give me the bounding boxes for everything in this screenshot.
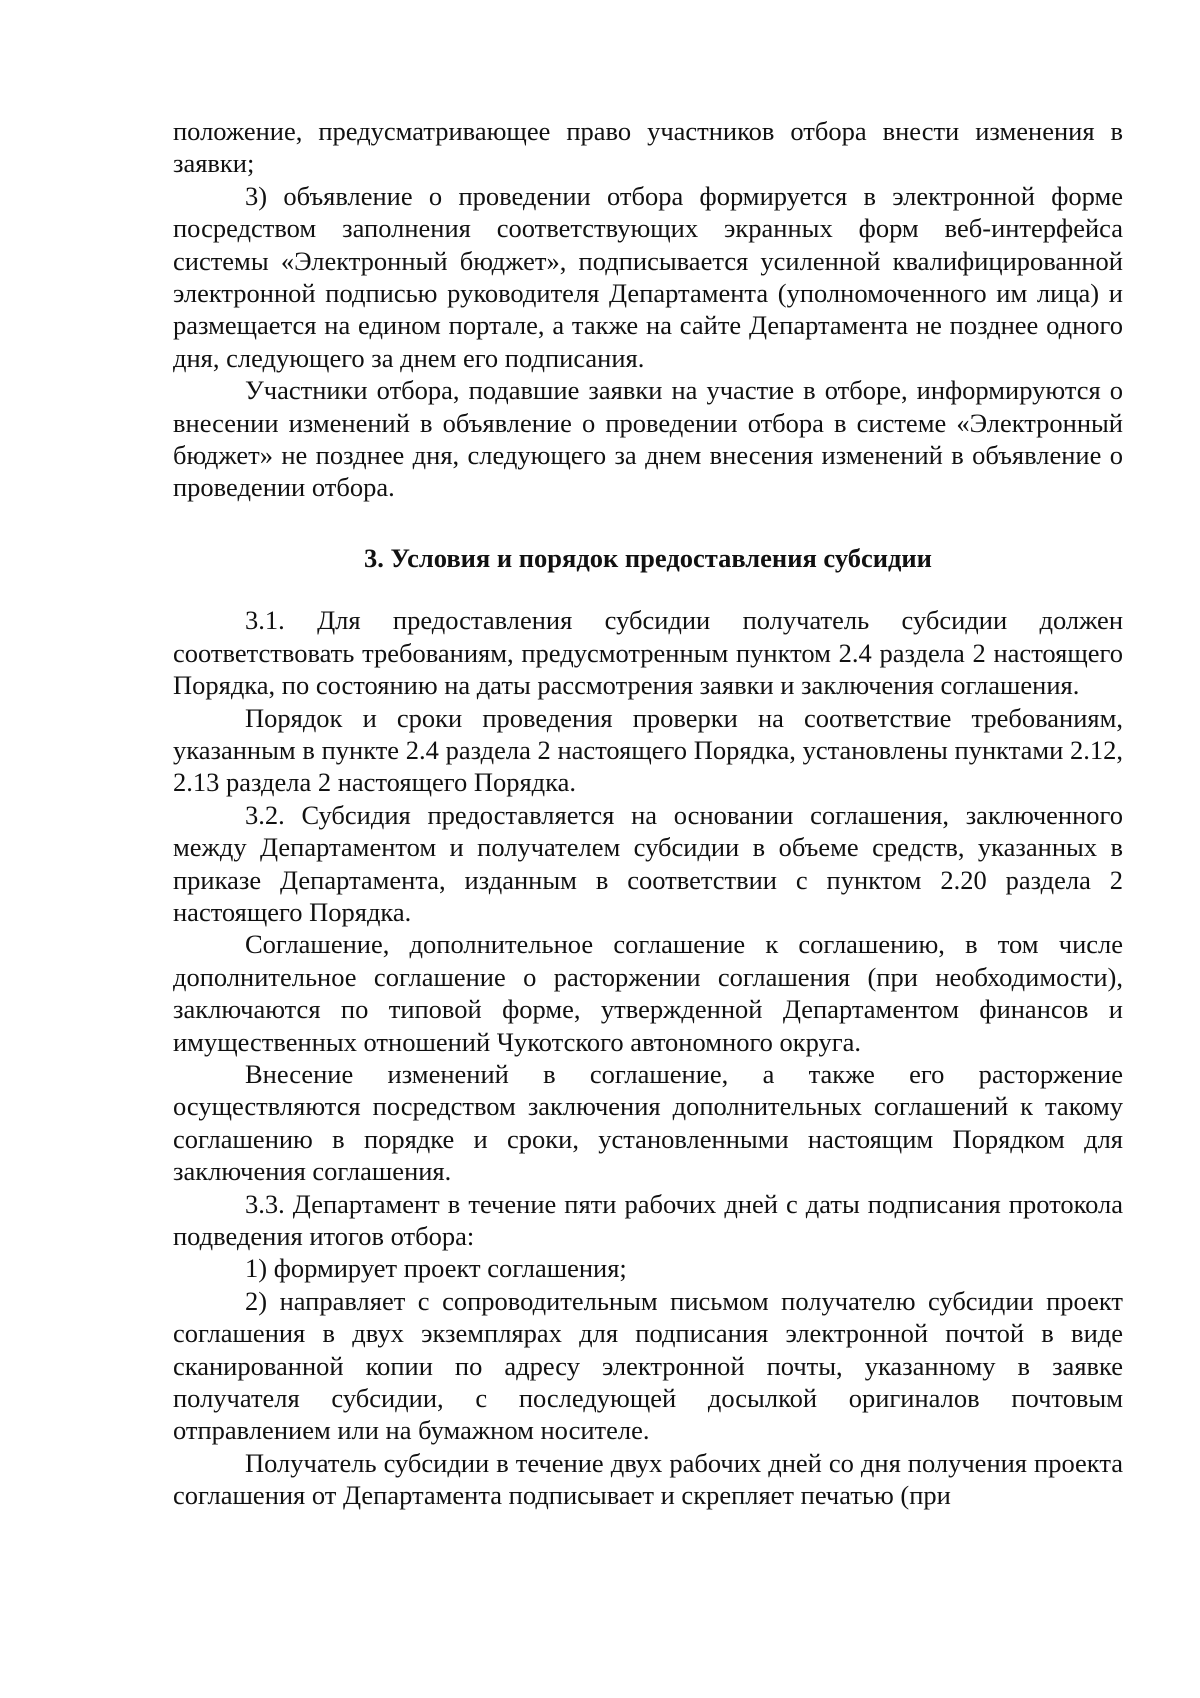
paragraph-agreement-form: Соглашение, дополнительное соглашение к соглашению, в том числе дополнительное соглашение о расторжении соглашения (при необходимости), заключаются по типовой форме, утвержденной Департаментом финансов и имущественных отношений Чукотского автономного округа. xyxy=(173,929,1123,1057)
paragraph-3-3-item-2: 2) направляет с сопроводительным письмом получателю субсидии проект соглашения в двух экземплярах для подписания электронной почтой в виде сканированной копии по адресу электронной почты, указанному в заявке получателя субсидии, с последующей досылкой оригиналов почтовым отправлением или на бумажном носителе. xyxy=(173,1285,1123,1446)
paragraph-3-3: 3.3. Департамент в течение пяти рабочих дней с даты подписания протокола подведения итогов отбора: xyxy=(173,1188,1123,1251)
paragraph-check-procedure: Порядок и сроки проведения проверки на соответствие требованиям, указанным в пункте 2.4 раздела 2 настоящего Порядка, установлены пунктами 2.12, 2.13 раздела 2 настоящего Порядка. xyxy=(173,702,1123,798)
paragraph-3-2: 3.2. Субсидия предоставляется на основании соглашения, заключенного между Департаментом и получателем субсидии в объеме средств, указанных в приказе Департамента, изданным в соответствии с пунктом 2.20 раздела 2 настоящего Порядка. xyxy=(173,799,1123,927)
section-title: 3. Условия и порядок предоставления субсидии xyxy=(364,542,932,573)
paragraph-recipient-signs: Получатель субсидии в течение двух рабочих дней со дня получения проекта соглашения от Департамента подписывает и скрепляет печатью (при xyxy=(173,1447,1123,1511)
paragraph-amendments: Внесение изменений в соглашение, а также его расторжение осуществляются посредством заключения дополнительных соглашений к такому соглашению в порядке и сроки, установленными настоящим Порядком для заключения соглашения. xyxy=(173,1058,1123,1187)
paragraph-item-3: 3) объявление о проведении отбора формируется в электронной форме посредством заполнения соответствующих экранных форм веб-интерфейса системы «Электронный бюджет», подписывается усиленной квалифицированной электронной подписью руководителя Департамента (уполномоченного им лица) и размещается на едином портале, а также на сайте Департамента не позднее одного дня, следующего за днем его подписания. xyxy=(173,180,1123,373)
document-page xyxy=(173,115,1123,1512)
paragraph-participants: Участники отбора, подавшие заявки на участие в отборе, информируются о внесении изменений в объявление о проведении отбора в системе «Электронный бюджет» не позднее дня, следующего за днем внесения изменений в объявление о проведении отбора. xyxy=(173,375,1123,503)
paragraph-3-3-item-1: 1) формирует проект соглашения; xyxy=(245,1253,627,1284)
paragraph-3-1: 3.1. Для предоставления субсидии получатель субсидии должен соответствовать требованиям, предусмотренным пунктом 2.4 раздела 2 настоящего Порядка, по состоянию на даты рассмотрения заявки и заключения соглашения. xyxy=(173,605,1123,701)
paragraph-continuation: положение, предусматривающее право участников отбора внести изменения в заявки; xyxy=(173,116,1123,179)
